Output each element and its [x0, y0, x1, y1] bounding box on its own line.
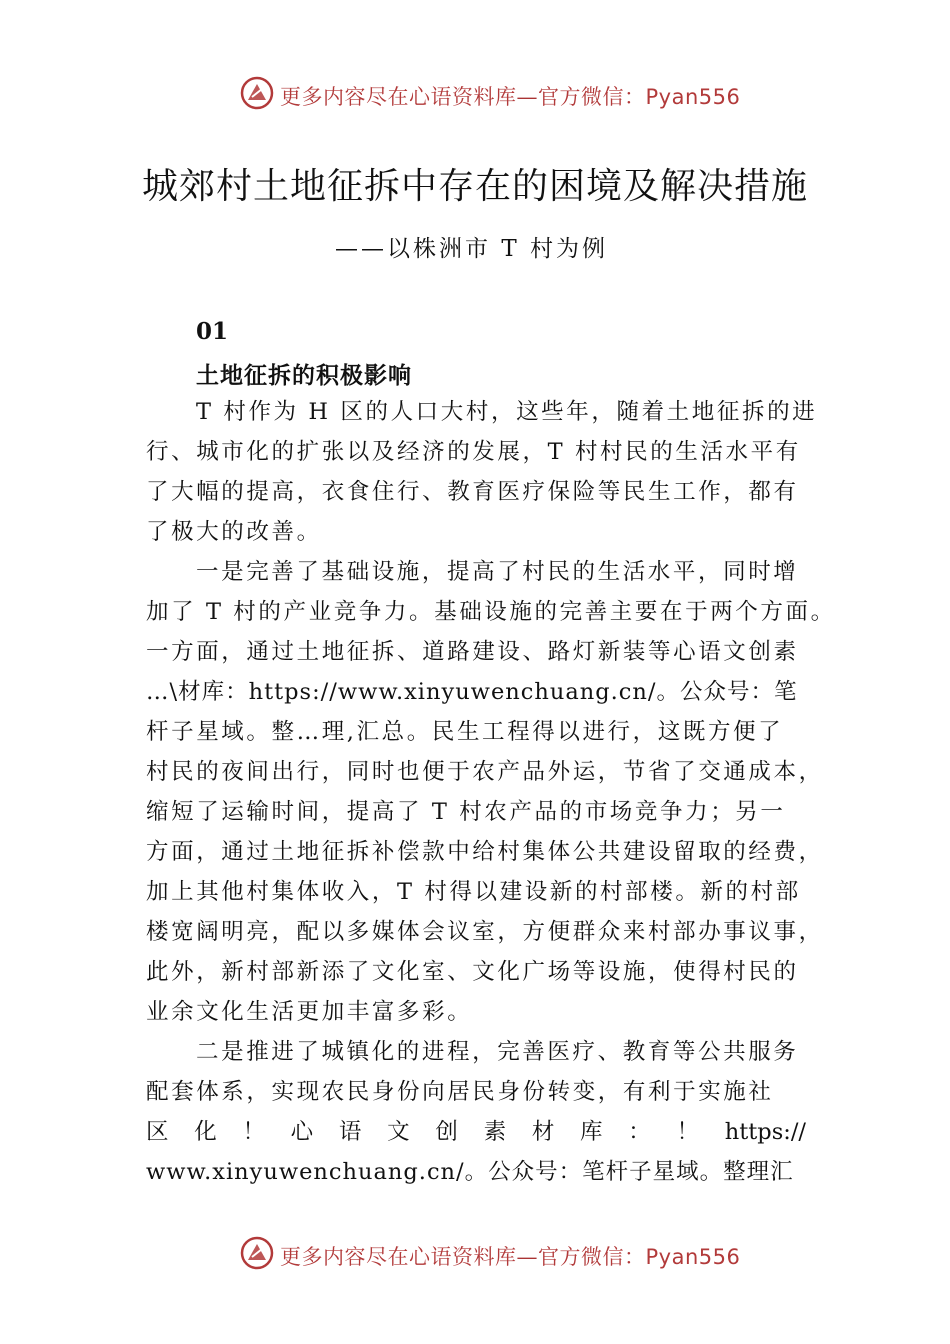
wechat-id: Pyan556 — [645, 1245, 741, 1269]
footer-banner — [0, 1232, 950, 1272]
paragraph-line: 村民的夜间出行，同时也便于农产品外运，节省了交通成本， — [146, 759, 824, 785]
paragraph-line: …\材库：https://www.xinyuwenchuang.cn/。公众号：笔 — [146, 679, 798, 705]
section-number: 01 — [196, 318, 229, 345]
paragraph-line: 一是完善了基础设施，提高了村民的生活水平，同时增 — [196, 559, 799, 585]
banner-text: 更多内容尽在心语资料库—官方微信：Pyan556 — [280, 1245, 741, 1269]
document-subtitle: ——以株洲市 T 村为例 — [335, 236, 608, 262]
paragraph-line: www.xinyuwenchuang.cn/。公众号：笔杆子星域。整理汇 — [146, 1159, 794, 1185]
paragraph-line: 加了 T 村的产业竞争力。基础设施的完善主要在于两个方面。 — [146, 599, 836, 625]
brand-logo-icon — [240, 76, 274, 110]
paragraph-line: 了极大的改善。 — [146, 519, 322, 545]
paragraph-line: 行、城市化的扩张以及经济的发展，T 村村民的生活水平有 — [146, 439, 801, 465]
paragraph-line: T 村作为 H 区的人口大村，这些年，随着土地征拆的进 — [196, 399, 818, 425]
paragraph-line: 缩短了运输时间，提高了 T 村农产品的市场竞争力；另一 — [146, 799, 786, 825]
paragraph-line: 一方面，通过土地征拆、道路建设、路灯新装等心语文创素 — [146, 639, 799, 665]
brand-logo-icon — [240, 1236, 274, 1270]
paragraph-line: 配套体系，实现农民身份向居民身份转变，有利于实施社 — [146, 1079, 774, 1105]
paragraph-line: 业余文化生活更加丰富多彩。 — [146, 999, 473, 1025]
document-title: 城郊村土地征拆中存在的困境及解决措施 — [141, 166, 808, 207]
wechat-id: Pyan556 — [645, 85, 741, 109]
paragraph-line: 了大幅的提高，衣食住行、教育医疗保险等民生工作，都有 — [146, 479, 799, 505]
paragraph-line: 二是推进了城镇化的进程，完善医疗、教育等公共服务 — [196, 1039, 799, 1065]
paragraph-line: 此外，新村部新添了文化室、文化广场等设施，使得村民的 — [146, 959, 799, 985]
paragraph-line: 楼宽阔明亮，配以多媒体会议室，方便群众来村部办事议事， — [146, 919, 824, 945]
banner-text: 更多内容尽在心语资料库—官方微信：Pyan556 — [280, 85, 741, 109]
paragraph-line: 方面，通过土地征拆补偿款中给村集体公共建设留取的经费， — [146, 839, 824, 865]
section-heading: 土地征拆的积极影响 — [196, 362, 412, 389]
header-banner — [0, 72, 950, 112]
paragraph-line: 区 化 ！ 心 语 文 创 素 材 库 ： ！ https:// — [146, 1119, 806, 1145]
paragraph-line: 杆子星域。整…理,汇总。民生工程得以进行，这既方便了 — [146, 719, 784, 745]
paragraph-line: 加上其他村集体收入，T 村得以建设新的村部楼。新的村部 — [146, 879, 801, 905]
